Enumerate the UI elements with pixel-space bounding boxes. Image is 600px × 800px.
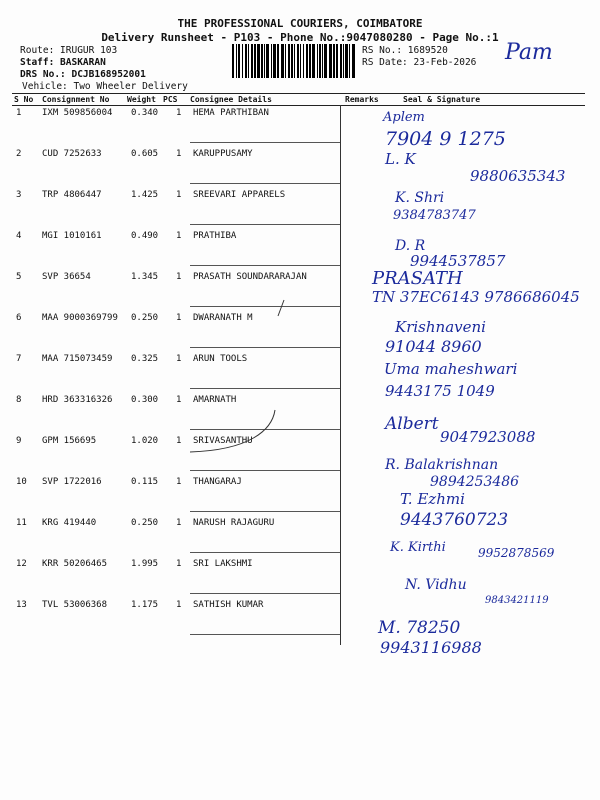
consignee-underline: [190, 593, 340, 594]
row-weight: 1.425: [131, 190, 159, 200]
signature-name: T. Ezhmi: [400, 490, 465, 508]
barcode-bar: [336, 44, 338, 78]
row-weight: 0.115: [131, 477, 159, 487]
row-weight: 0.250: [131, 313, 159, 323]
col-weight: Weight: [127, 95, 156, 104]
barcode-bar: [236, 44, 237, 78]
signature-name: K. Kirthi: [390, 540, 446, 555]
signature-name: L. K: [385, 150, 416, 168]
barcode-bar: [303, 44, 304, 78]
row-weight: 1.345: [131, 272, 159, 282]
signature-phone: 9443760723: [400, 510, 509, 530]
barcode-bar: [317, 44, 318, 78]
table-row: [0, 600, 600, 641]
row-consignment-no: TVL 53006368: [42, 600, 108, 610]
row-consignment-no: SVP 1722016: [42, 477, 102, 487]
row-sno: 9: [16, 436, 22, 446]
row-pcs: 1: [176, 149, 182, 159]
row-consignment-no: IXM 509856004: [42, 108, 113, 118]
signature-name: PRASATH: [372, 268, 463, 289]
barcode-bar: [257, 44, 260, 78]
row-pcs: 1: [176, 436, 182, 446]
signature-phone: 9894253486: [430, 474, 520, 490]
row-consignee: SRIVASANTHU: [193, 436, 253, 446]
row-pcs: 1: [176, 190, 182, 200]
row-weight: 0.325: [131, 354, 159, 364]
barcode-bar: [281, 44, 284, 78]
row-consignment-no: HRD 363316326: [42, 395, 113, 405]
staff-label: Staff: BASKARAN: [20, 57, 106, 68]
consignee-underline: [190, 470, 340, 471]
row-pcs: 1: [176, 559, 182, 569]
signature-name: R. Balakrishnan: [385, 457, 499, 473]
barcode-bar: [238, 44, 240, 78]
barcode-bar: [322, 44, 323, 78]
signature-name: Aplem: [383, 110, 425, 125]
table-row: [0, 559, 600, 600]
row-consignment-no: MAA 9000369799: [42, 313, 118, 323]
barcode-bar: [345, 44, 348, 78]
signature-name: M. 78250: [378, 618, 461, 638]
col-sno: S No: [14, 95, 34, 104]
row-weight: 0.490: [131, 231, 159, 241]
signature-name: Uma maheshwari: [384, 360, 518, 378]
row-weight: 1.175: [131, 600, 159, 610]
row-consignee: THANGARAJ: [193, 477, 242, 487]
row-consignment-no: TRP 4806447: [42, 190, 102, 200]
row-consignment-no: MAA 715073459: [42, 354, 113, 364]
barcode-bar: [285, 44, 286, 78]
row-sno: 1: [16, 108, 22, 118]
signature-phone: 91044 8960: [385, 337, 482, 356]
row-pcs: 1: [176, 600, 182, 610]
row-sno: 5: [16, 272, 22, 282]
row-consignee: PRASATH SOUNDARARAJAN: [193, 272, 307, 282]
signature-phone: 9952878569: [478, 546, 555, 560]
row-pcs: 1: [176, 354, 182, 364]
barcode-bar: [232, 44, 234, 78]
barcode-bar: [242, 44, 243, 78]
barcode-bar: [312, 44, 315, 78]
consignee-underline: [190, 511, 340, 512]
consignee-underline: [190, 634, 340, 635]
consignee-underline: [190, 142, 340, 143]
col-pcs: PCS: [163, 95, 178, 104]
signature-phone: 9443175 1049: [385, 382, 495, 400]
row-pcs: 1: [176, 395, 182, 405]
consignee-underline: [190, 224, 340, 225]
row-weight: 0.340: [131, 108, 159, 118]
signature-phone: 9384783747: [393, 208, 476, 223]
row-consignee: DWARANATH M: [193, 313, 253, 323]
row-consignment-no: KRR 50206465: [42, 559, 108, 569]
row-consignee: SREEVARI APPARELS: [193, 190, 286, 200]
row-consignee: HEMA PARTHIBAN: [193, 108, 269, 118]
row-weight: 0.250: [131, 518, 159, 528]
barcode-bar: [248, 44, 249, 78]
row-sno: 7: [16, 354, 22, 364]
table-row: [0, 231, 600, 272]
barcode-bar: [343, 44, 344, 78]
row-consignment-no: CUD 7252633: [42, 149, 102, 159]
header-rule-top: [12, 93, 585, 94]
signature-phone: 9944537857: [410, 252, 506, 270]
signature-phone: TN 37EC6143 9786686045: [372, 288, 580, 306]
row-consignment-no: MGI 1010161: [42, 231, 102, 241]
barcode-bar: [324, 44, 327, 78]
barcode-bar: [333, 44, 335, 78]
barcode-image: [232, 44, 357, 78]
row-sno: 11: [16, 518, 27, 528]
signature-name: N. Vidhu: [405, 577, 467, 593]
row-consignee: PRATHIBA: [193, 231, 237, 241]
row-sno: 4: [16, 231, 22, 241]
row-pcs: 1: [176, 477, 182, 487]
barcode-bar: [271, 44, 272, 78]
signature-name: Krishnaveni: [395, 318, 486, 336]
runsheet-subtitle: Delivery Runsheet - P103 - Phone No.:9047080280 - Page No.:1: [101, 31, 499, 44]
row-sno: 8: [16, 395, 22, 405]
col-consignment: Consignment No: [42, 95, 110, 104]
signature-name: D. R: [395, 238, 426, 254]
consignee-underline: [190, 265, 340, 266]
row-sno: 10: [16, 477, 27, 487]
barcode-bar: [340, 44, 342, 78]
barcode-bar: [309, 44, 311, 78]
col-consignee: Consignee Details: [190, 95, 272, 104]
barcode-bar: [297, 44, 299, 78]
row-sno: 3: [16, 190, 22, 200]
barcode-bar: [273, 44, 276, 78]
barcode-bar: [319, 44, 321, 78]
barcode-bar: [294, 44, 295, 78]
consignee-underline: [190, 183, 340, 184]
rs-date: RS Date: 23-Feb-2026: [362, 57, 477, 68]
col-seal-signature: Seal & Signature: [403, 95, 481, 104]
barcode-bar: [277, 44, 279, 78]
row-sno: 12: [16, 559, 27, 569]
pen-stroke-marks: [180, 300, 310, 460]
row-pcs: 1: [176, 518, 182, 528]
signature-name: Albert: [385, 414, 439, 434]
barcode-bar: [300, 44, 301, 78]
row-weight: 1.995: [131, 559, 159, 569]
row-weight: 0.605: [131, 149, 159, 159]
row-consignment-no: GPM 156695: [42, 436, 97, 446]
signature-phone: 9943116988: [380, 638, 482, 657]
signature-phone: 7904 9 1275: [385, 128, 506, 150]
barcode-bar: [291, 44, 293, 78]
row-consignee: SATHISH KUMAR: [193, 600, 264, 610]
row-consignment-no: SVP 36654: [42, 272, 91, 282]
row-consignee: KARUPPUSAMY: [193, 149, 253, 159]
header-rule-bottom: [12, 105, 585, 106]
barcode-bar: [349, 44, 350, 78]
row-sno: 13: [16, 600, 27, 610]
row-pcs: 1: [176, 108, 182, 118]
signature-phone: 9047923088: [440, 428, 536, 446]
barcode-bar: [251, 44, 253, 78]
table-row: [0, 108, 600, 149]
row-sno: 2: [16, 149, 22, 159]
barcode-bar: [352, 44, 355, 78]
barcode-bar: [288, 44, 290, 78]
col-remarks: Remarks: [345, 95, 379, 104]
signature-phone: 9880635343: [470, 167, 566, 185]
barcode-bar: [245, 44, 247, 78]
row-consignee: NARUSH RAJAGURU: [193, 518, 275, 528]
row-consignee: AMARNATH: [193, 395, 237, 405]
barcode-bar: [254, 44, 256, 78]
barcode-bar: [266, 44, 269, 78]
barcode-bar: [261, 44, 263, 78]
consignee-underline: [190, 552, 340, 553]
rs-number: RS No.: 1689520: [362, 45, 448, 56]
row-weight: 1.020: [131, 436, 159, 446]
barcode-bar: [264, 44, 265, 78]
route-label: Route: IRUGUR 103: [20, 45, 118, 56]
row-consignment-no: KRG 419440: [42, 518, 97, 528]
signature-phone: 9843421119: [485, 595, 549, 606]
row-pcs: 1: [176, 272, 182, 282]
company-title: THE PROFESSIONAL COURIERS, COIMBATORE: [177, 17, 423, 30]
drs-number: DRS No.: DCJB168952001: [20, 69, 146, 80]
barcode-bar: [329, 44, 332, 78]
top-initials-signature: Pam: [505, 40, 553, 65]
row-sno: 6: [16, 313, 22, 323]
row-weight: 0.300: [131, 395, 159, 405]
vehicle-label: Vehicle: Two Wheeler Delivery: [22, 81, 188, 92]
table-row: [0, 190, 600, 231]
row-consignee: ARUN TOOLS: [193, 354, 248, 364]
row-pcs: 1: [176, 313, 182, 323]
row-pcs: 1: [176, 231, 182, 241]
signature-name: K. Shri: [395, 190, 445, 206]
barcode-bar: [306, 44, 308, 78]
row-consignee: SRI LAKSHMI: [193, 559, 253, 569]
